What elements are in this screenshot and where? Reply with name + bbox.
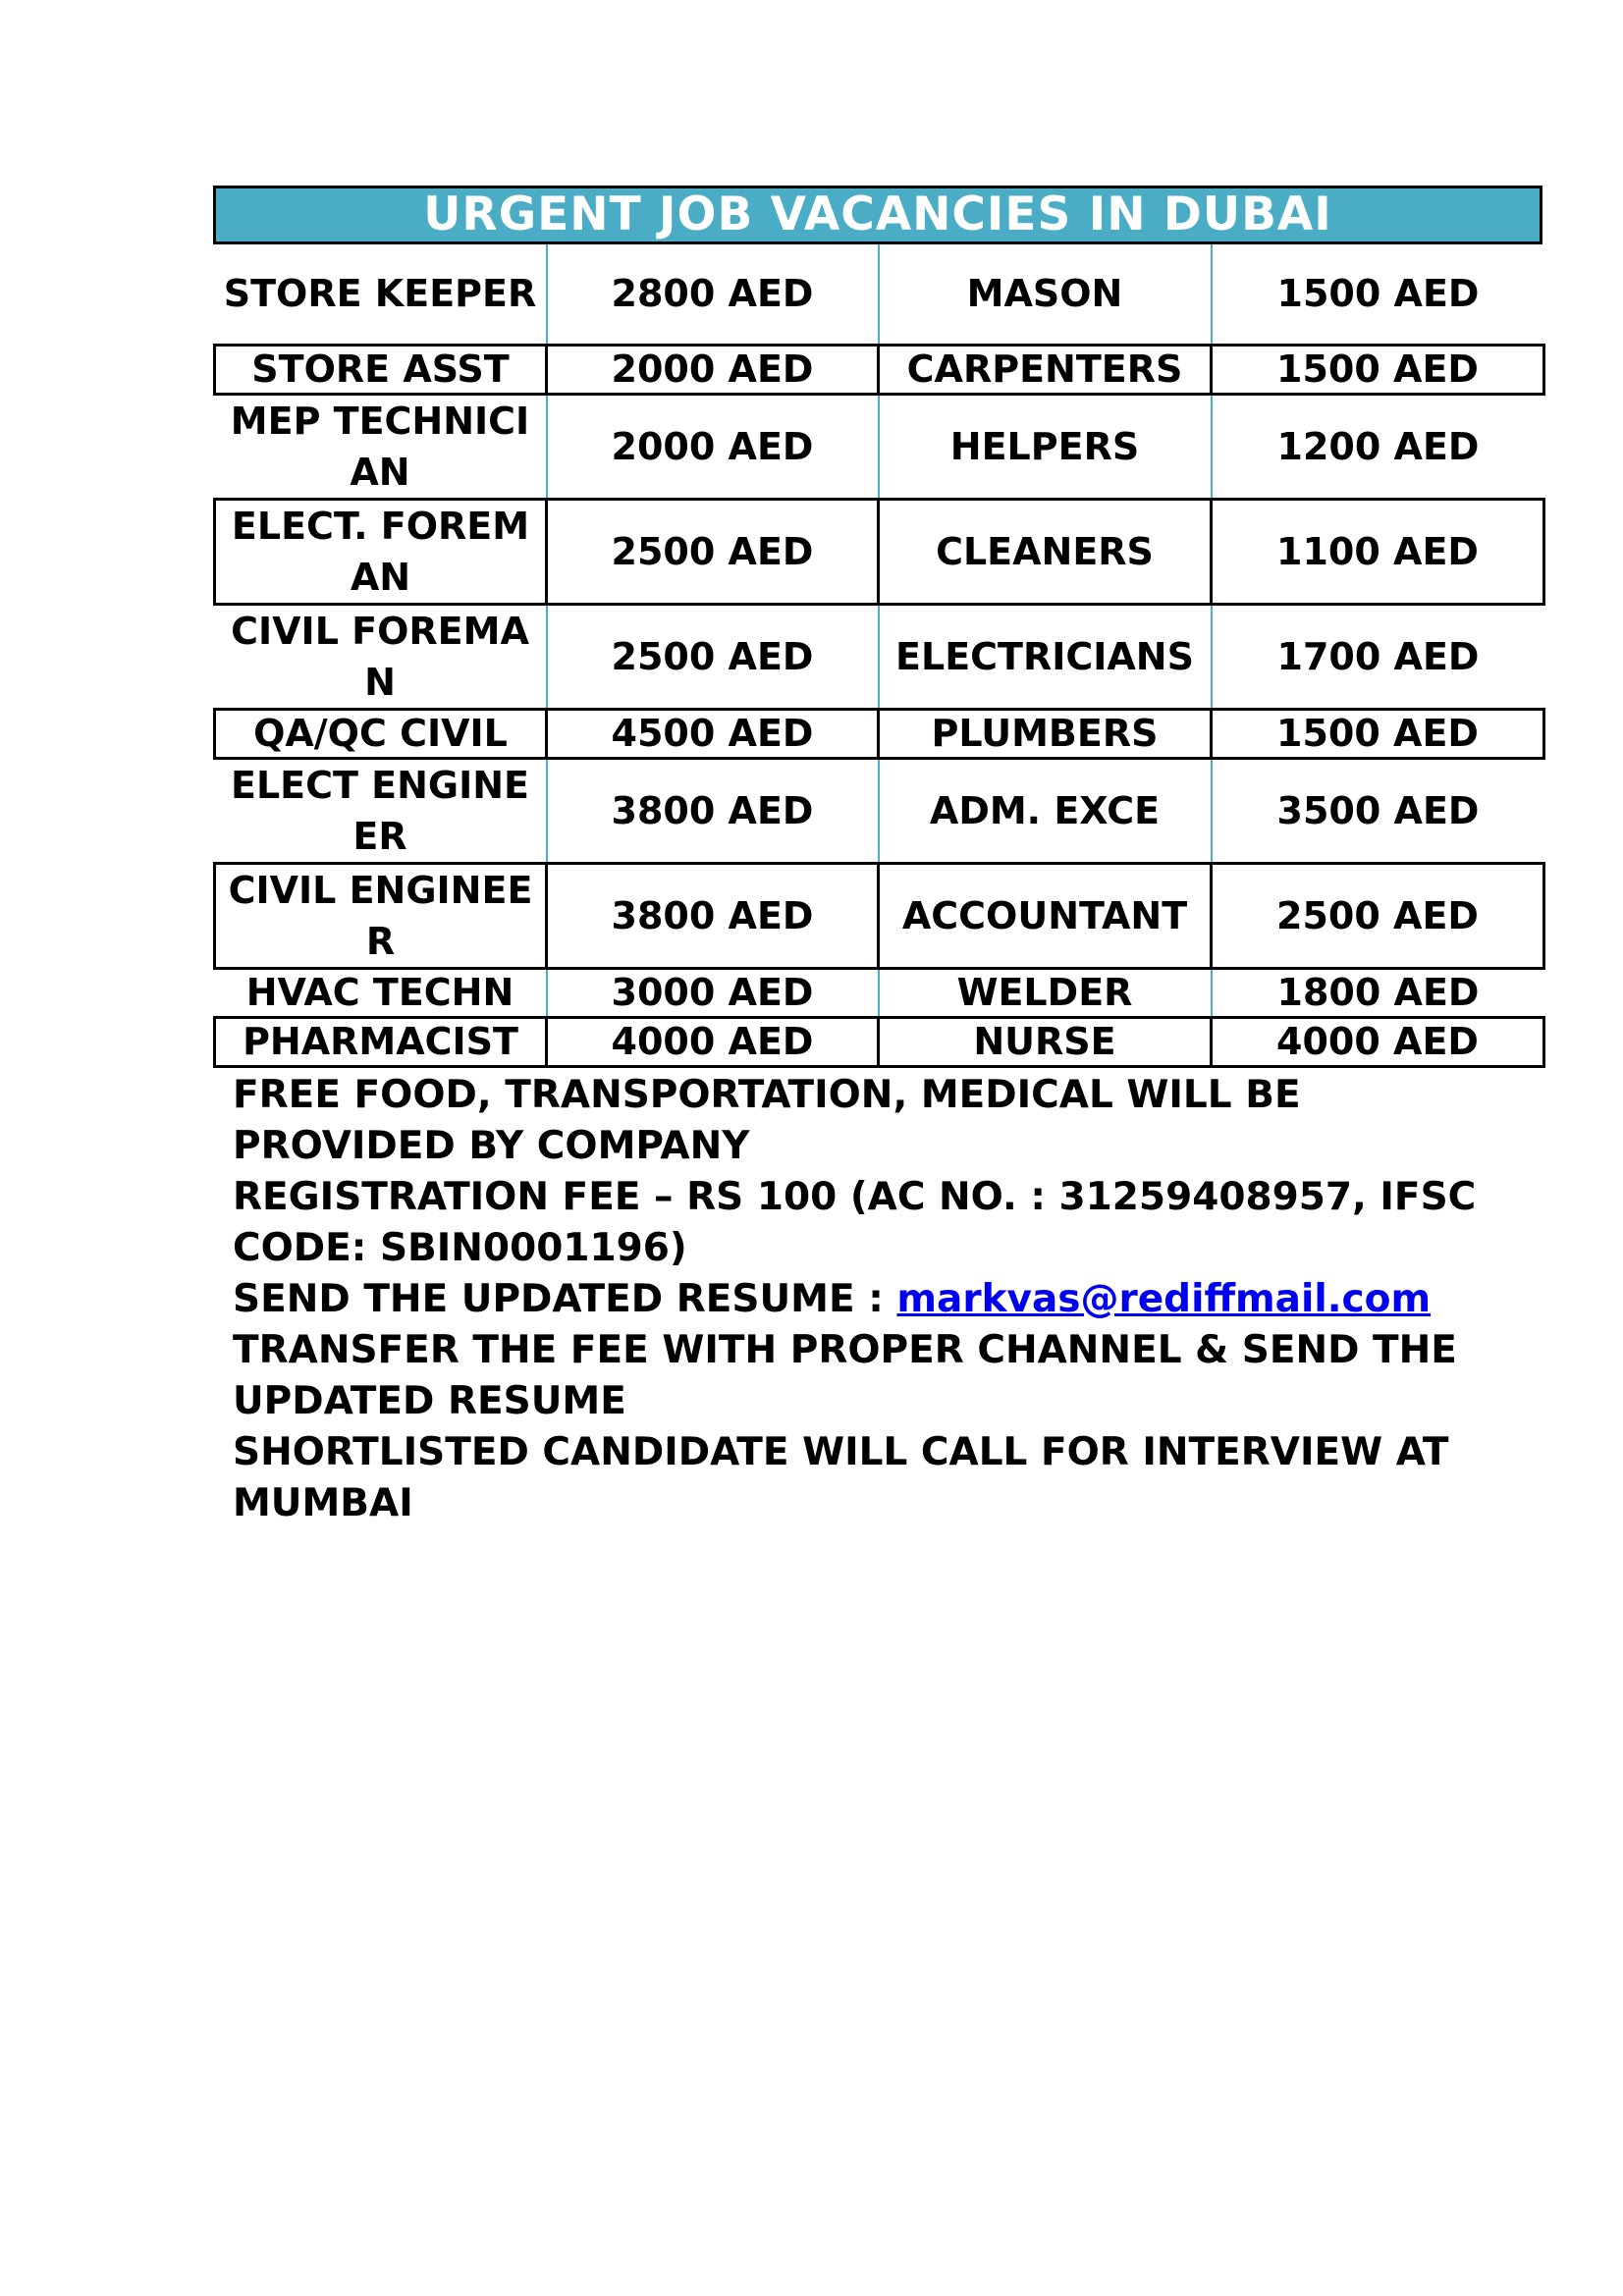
job-title-cell: PLUMBERS xyxy=(879,709,1212,758)
table-row xyxy=(215,244,1544,345)
job-title-cell: ELECTRICIANS xyxy=(879,604,1212,709)
table-row xyxy=(215,499,1544,604)
table-row xyxy=(215,968,1544,1017)
page-title: URGENT JOB VACANCIES IN DUBAI xyxy=(213,186,1542,244)
vacancy-table-body xyxy=(215,244,1544,1066)
salary-cell: 2500 AED xyxy=(1212,863,1544,968)
job-title-cell: ADM. EXCE xyxy=(879,758,1212,863)
resume-note-label: SEND THE UPDATED RESUME : xyxy=(233,1276,897,1321)
job-title-cell: WELDER xyxy=(879,968,1212,1017)
salary-cell: 1800 AED xyxy=(1212,968,1544,1017)
salary-cell: 3500 AED xyxy=(1212,758,1544,863)
job-title-cell: QA/QC CIVIL xyxy=(215,709,547,758)
salary-cell: 3000 AED xyxy=(547,968,879,1017)
job-title-cell: HVAC TECHN xyxy=(215,968,547,1017)
table-row xyxy=(215,345,1544,394)
job-title-cell: CLEANERS xyxy=(879,499,1212,604)
salary-cell: 1500 AED xyxy=(1212,709,1544,758)
salary-cell: 3800 AED xyxy=(547,758,879,863)
salary-cell: 4000 AED xyxy=(547,1017,879,1066)
vacancy-table xyxy=(213,244,1545,1068)
benefits-note: FREE FOOD, TRANSPORTATION, MEDICAL WILL BE PROVIDED BY COMPANY xyxy=(233,1072,1301,1168)
salary-cell: 3800 AED xyxy=(547,863,879,968)
job-title-cell: HELPERS xyxy=(879,394,1212,499)
registration-fee-note: REGISTRATION FEE – RS 100 (AC NO. : 31259408957, IFSC CODE: SBIN0001196) xyxy=(233,1174,1477,1270)
salary-cell: 2500 AED xyxy=(547,499,879,604)
salary-cell: 2500 AED xyxy=(547,604,879,709)
table-row xyxy=(215,758,1544,863)
salary-cell: 4000 AED xyxy=(1212,1017,1544,1066)
salary-cell: 2000 AED xyxy=(547,345,879,394)
job-title-cell: STORE KEEPER xyxy=(215,244,547,345)
job-title-cell: ACCOUNTANT xyxy=(879,863,1212,968)
job-title-cell: CARPENTERS xyxy=(879,345,1212,394)
job-title-cell: MEP TECHNICIAN xyxy=(215,394,547,499)
salary-cell: 2800 AED xyxy=(547,244,879,345)
salary-cell: 1100 AED xyxy=(1212,499,1544,604)
job-title-cell: PHARMACIST xyxy=(215,1017,547,1066)
table-row xyxy=(215,1017,1544,1066)
salary-cell: 1200 AED xyxy=(1212,394,1544,499)
resume-note xyxy=(233,1274,1513,1325)
email-link[interactable]: markvas@rediffmail.com xyxy=(896,1276,1432,1321)
vacancy-sheet xyxy=(213,186,1542,1529)
salary-cell: 4500 AED xyxy=(547,709,879,758)
table-row xyxy=(215,709,1544,758)
salary-cell: 1700 AED xyxy=(1212,604,1544,709)
table-row xyxy=(215,394,1544,499)
transfer-note: TRANSFER THE FEE WITH PROPER CHANNEL & SEND THE UPDATED RESUME xyxy=(233,1327,1457,1423)
job-title-cell: ELECT ENGINEER xyxy=(215,758,547,863)
interview-note: SHORTLISTED CANDIDATE WILL CALL FOR INTERVIEW AT MUMBAI xyxy=(233,1429,1449,1525)
job-title-cell: ELECT. FOREMAN xyxy=(215,499,547,604)
salary-cell: 2000 AED xyxy=(547,394,879,499)
salary-cell: 1500 AED xyxy=(1212,244,1544,345)
table-row xyxy=(215,863,1544,968)
job-title-cell: STORE ASST xyxy=(215,345,547,394)
job-title-cell: NURSE xyxy=(879,1017,1212,1066)
job-title-cell: CIVIL FOREMAN xyxy=(215,604,547,709)
job-title-cell: MASON xyxy=(879,244,1212,345)
table-row xyxy=(215,604,1544,709)
notes-section xyxy=(213,1070,1542,1529)
salary-cell: 1500 AED xyxy=(1212,345,1544,394)
job-title-cell: CIVIL ENGINEER xyxy=(215,863,547,968)
